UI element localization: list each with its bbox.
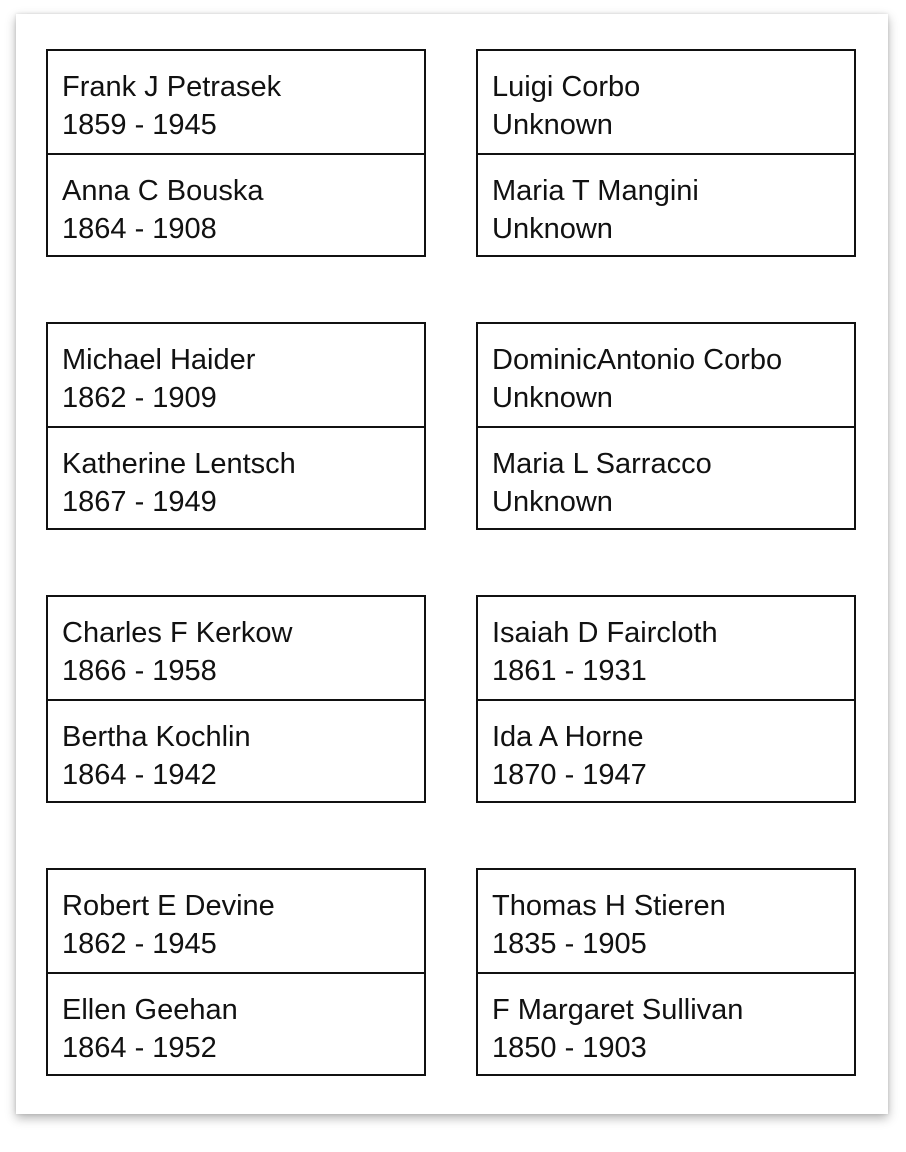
husband-entry (48, 597, 424, 699)
person-dates: Unknown (492, 109, 613, 141)
couple-card (46, 868, 426, 1076)
wife-entry (478, 699, 854, 801)
person-name: Maria T Mangini (492, 175, 699, 207)
person-dates: Unknown (492, 486, 613, 518)
husband-entry (478, 870, 854, 972)
person-name: Ellen Geehan (62, 994, 238, 1026)
person-name: Bertha Kochlin (62, 721, 251, 753)
couple-card (46, 322, 426, 530)
couple-card (46, 595, 426, 803)
person-dates: Unknown (492, 213, 613, 245)
wife-entry (478, 153, 854, 255)
person-dates: 1864 - 1942 (62, 759, 217, 791)
wife-entry (48, 153, 424, 255)
person-name: Isaiah D Faircloth (492, 617, 718, 649)
husband-entry (48, 51, 424, 153)
person-dates: 1835 - 1905 (492, 928, 647, 960)
wife-entry (478, 972, 854, 1074)
person-name: DominicAntonio Corbo (492, 344, 783, 376)
wife-entry (48, 972, 424, 1074)
person-dates: 1861 - 1931 (492, 655, 647, 687)
person-name: Ida A Horne (492, 721, 644, 753)
person-dates: 1864 - 1908 (62, 213, 217, 245)
wife-entry (48, 699, 424, 801)
person-name: Anna C Bouska (62, 175, 264, 207)
person-name: Frank J Petrasek (62, 71, 282, 103)
husband-entry (48, 324, 424, 426)
person-name: Thomas H Stieren (492, 890, 726, 922)
person-name: Katherine Lentsch (62, 448, 296, 480)
person-name: Robert E Devine (62, 890, 275, 922)
couple-card (476, 595, 856, 803)
person-name: F Margaret Sullivan (492, 994, 744, 1026)
person-dates: Unknown (492, 382, 613, 414)
person-dates: 1862 - 1945 (62, 928, 217, 960)
husband-entry (478, 324, 854, 426)
husband-entry (478, 597, 854, 699)
person-dates: 1862 - 1909 (62, 382, 217, 414)
person-dates: 1864 - 1952 (62, 1032, 217, 1064)
person-name: Luigi Corbo (492, 71, 641, 103)
person-name: Maria L Sarracco (492, 448, 712, 480)
husband-entry (48, 870, 424, 972)
couple-card (476, 322, 856, 530)
person-name: Charles F Kerkow (62, 617, 293, 649)
person-dates: 1866 - 1958 (62, 655, 217, 687)
wife-entry (48, 426, 424, 528)
couple-card (476, 49, 856, 257)
person-dates: 1867 - 1949 (62, 486, 217, 518)
person-dates: 1859 - 1945 (62, 109, 217, 141)
person-dates: 1870 - 1947 (492, 759, 647, 791)
couple-card (476, 868, 856, 1076)
document-page (16, 14, 888, 1114)
wife-entry (478, 426, 854, 528)
person-name: Michael Haider (62, 344, 256, 376)
couples-grid (46, 49, 856, 1076)
person-dates: 1850 - 1903 (492, 1032, 647, 1064)
husband-entry (478, 51, 854, 153)
couple-card (46, 49, 426, 257)
